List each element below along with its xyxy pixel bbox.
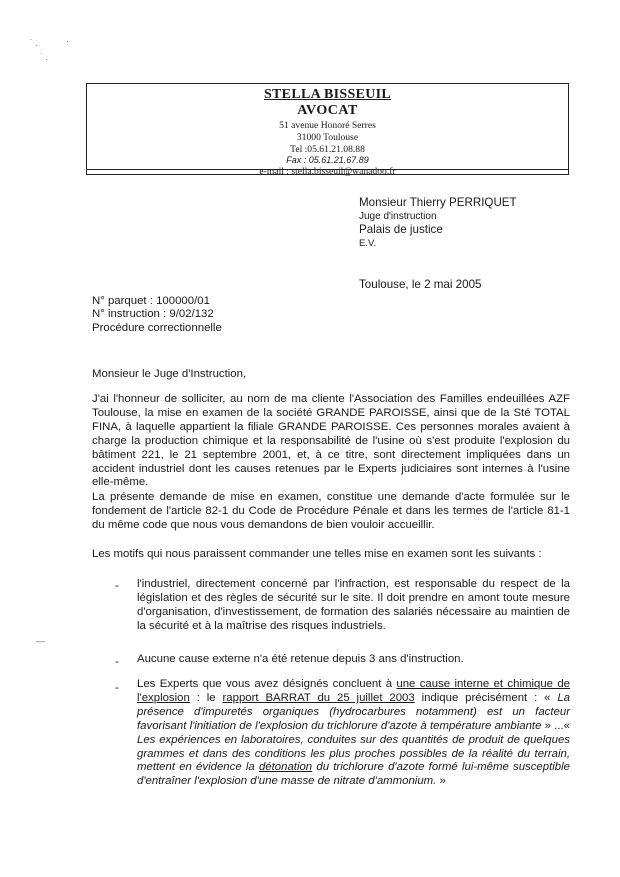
quoted-text: du trichlorure d'azote formé lui-même susceptible d'entraîner l'explosion d'une masse de nitrate d'ammonium. <box>137 761 570 788</box>
text-run: Les Experts que vous avez désignés concluent à <box>137 678 397 690</box>
bullet-dash: - <box>115 682 119 694</box>
bullet-dash: - <box>115 656 119 668</box>
recipient-role: Juge d'instruction <box>359 211 437 222</box>
letter-date: Toulouse, le 2 mai 2005 <box>359 278 482 291</box>
paragraph-legal-basis: La présente demande de mise en examen, constitue une demande d'acte formulée sur le fondement de l'article 82-1 du Code de Procédure Pénale et dans les termes de l'article 81-1 du même code que nous vous demandons de bien vouloir accueillir. <box>92 491 570 531</box>
letterhead-rule <box>87 169 568 170</box>
recipient-ev: E.V. <box>359 238 377 249</box>
instruction-number: N° instruction : 9/02/132 <box>92 308 214 320</box>
underlined-phrase: une cause interne et chimique de l'explosion <box>137 678 570 704</box>
lawyer-title: AVOCAT <box>297 103 358 118</box>
scan-speck: · <box>66 36 69 46</box>
text-run: » <box>436 775 446 788</box>
procedure-type: Procédure correctionnelle <box>92 322 222 334</box>
text-run: » ...« <box>541 719 570 732</box>
parquet-number: N° parquet : 100000/01 <box>92 295 210 307</box>
bullet-industrial-responsibility: l'industriel, directement concerné par l'infraction, est responsable du respect de la législation et des règles de sécurité sur le site. Il doit prendre en amont toute mesure d'organisation, d'investissement, de formation des salariés nécessaire au maintien de la sécurité et à la maîtrise des risques industriels. <box>137 578 570 632</box>
telephone: Tel :05.61.21.08.88 <box>290 144 365 155</box>
text-run: indique précisément : « <box>414 691 558 704</box>
salutation: Monsieur le Juge d'Instruction, <box>92 368 247 380</box>
bullet-expert-conclusions <box>137 678 570 789</box>
scan-speck: ˙ . <box>40 52 48 62</box>
scan-speck: — <box>36 636 45 646</box>
scan-speck: ˙ . <box>30 38 38 48</box>
quoted-text: Les expériences en laboratoires, conduites sur des quantités de produit de quelques grammes et dans des conditions les plus proches possibles de la réalité du terrain, mettent en évidence la <box>137 733 570 774</box>
paragraph-motives-intro: Les motifs qui nous paraissent commander une telles mise en examen sont les suivants : <box>92 548 542 560</box>
address-city: 31000 Toulouse <box>296 132 359 143</box>
fax: Fax : 05.61.21.67.89 <box>286 155 369 165</box>
lawyer-name: STELLA BISSEUIL <box>263 87 392 102</box>
address-street: 51 avenue Honoré Serres <box>279 120 376 131</box>
bullet-no-external-cause: Aucune cause externe n'a été retenue depuis 3 ans d'instruction. <box>137 653 464 665</box>
report-reference: rapport BARRAT du 25 juillet 2003 <box>222 691 415 704</box>
bullet-dash: - <box>115 580 119 592</box>
paragraph-request: J'ai l'honneur de solliciter, au nom de ma cliente l'Association des Familles endeuillées AZF Toulouse, la mise en examen de la société GRANDE PAROISSE, ainsi que de la Sté TOTAL FINA, à laquelle appartient la filiale GRANDE PAROISSE. Ces personnes morales avaient à charge la production chimique et la responsabilité de l'usine où s'est produite l'explosion du bâtiment 221, le 21 septembre 2001, et, à ce titre, sont directement impliquées dans un accident industriel dont les causes retenues par le Experts judiciaires sont internes à l'usine elle-même. <box>92 393 570 489</box>
quoted-text: La présence d'impuretés organiques (hydrocarbures notamment) est un facteur favorisant l'initiation de l'explosion du trichlorure d'azote à température ambiante <box>137 691 570 732</box>
underlined-word: détonation <box>258 761 313 774</box>
email: e-mail : stella.bisseuil@wanadoo.fr <box>259 166 396 177</box>
letterhead-box <box>86 83 569 175</box>
recipient-name: Monsieur Thierry PERRIQUET <box>359 196 517 209</box>
recipient-place: Palais de justice <box>359 223 443 236</box>
text-run: : le <box>189 691 223 704</box>
